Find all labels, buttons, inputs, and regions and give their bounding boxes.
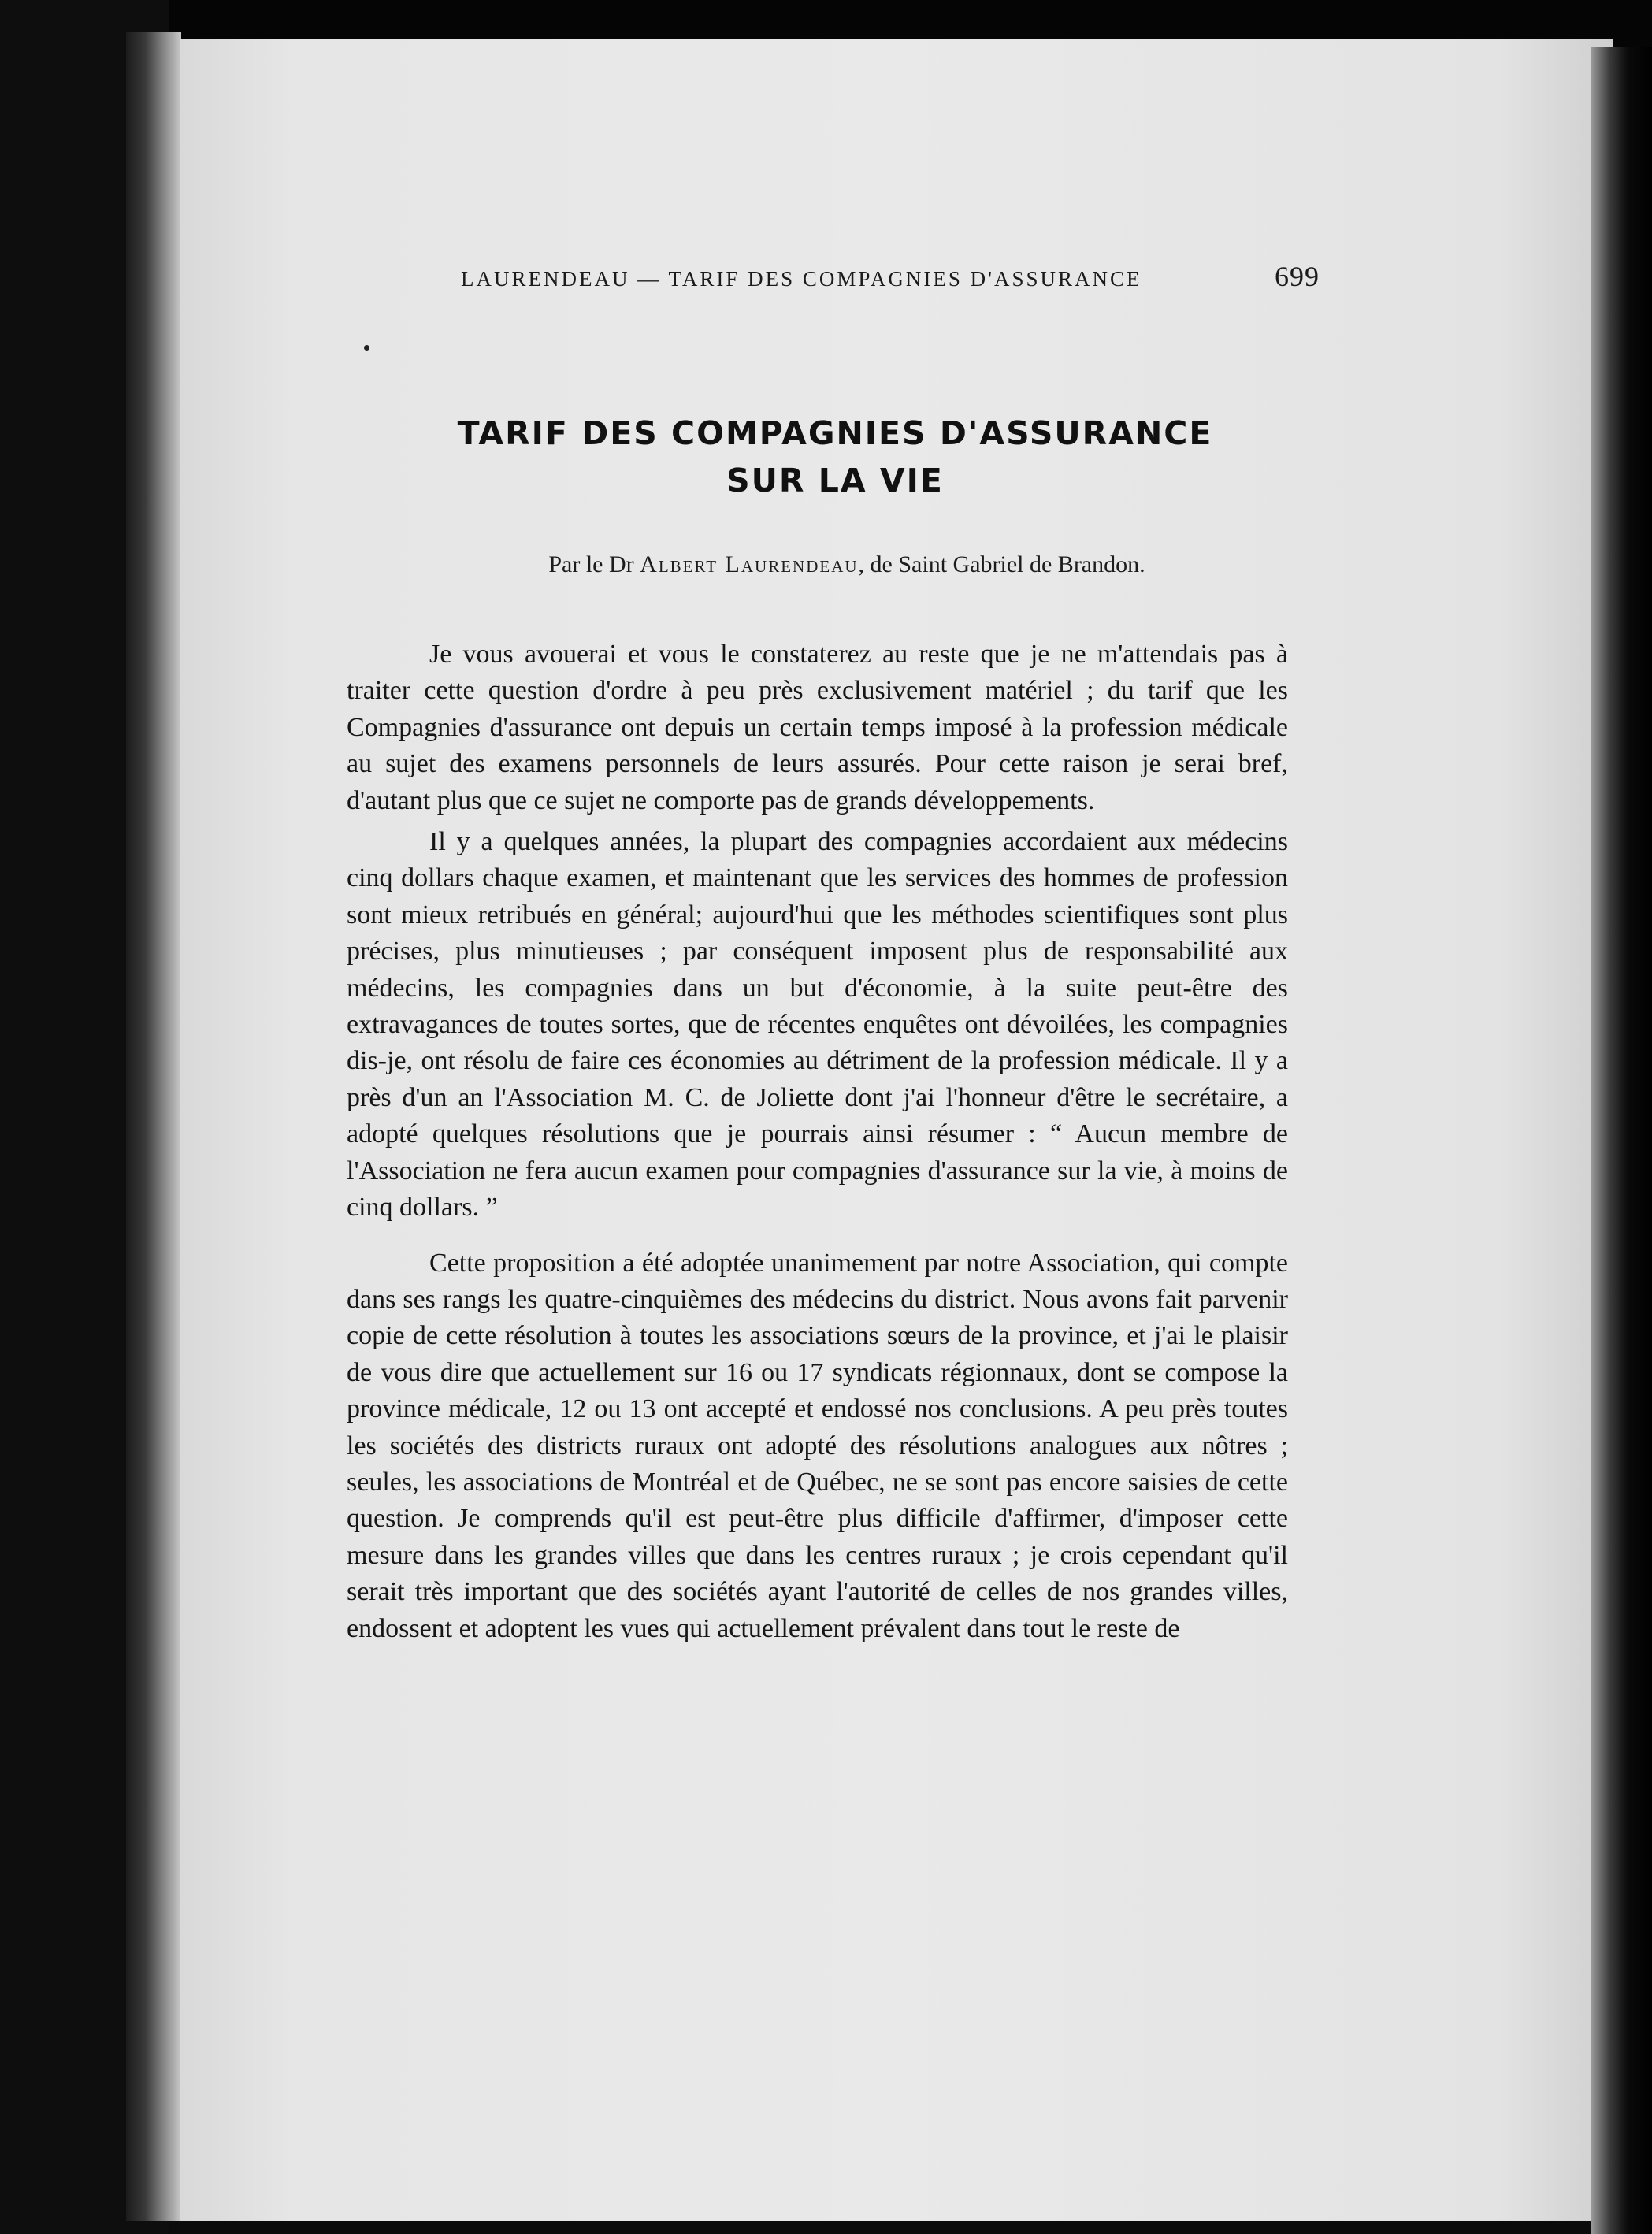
article-title <box>425 410 1245 504</box>
page-number: 699 <box>1275 261 1320 292</box>
running-head <box>461 260 1320 293</box>
article-title-line-2: SUR LA VIE <box>726 462 944 499</box>
byline <box>441 551 1253 578</box>
article-title-line-1: TARIF DES COMPAGNIES D'ASSURANCE <box>457 414 1213 452</box>
paragraph: Cette proposition a été adoptée unanimement par notre Association, qui compte dans ses rangs les quatre-cinquièmes des médecins du district. Nous avons fait parvenir copie de cette résolution à toutes les associations sœurs de la province, et j'ai le plaisir de vous dire que actuellement sur 16 ou 17 syndicats régionnaux, dont se compose la province médicale, 12 ou 13 ont accepté et endossé nos conclusions. A peu près toutes les sociétés des districts ruraux ont adopté des résolutions analogues aux nôtres ; seules, les associations de Montréal et de Québec, ne se sont pas encore saisies de cette question. Je comprends qu'il est peut-être plus difficile d'affirmer, d'imposer cette mesure dans les grandes villes que dans les centres ruraux ; je crois cependant qu'il serait très important que des sociétés ayant l'autorité de celles de nos grandes villes, endossent et adoptent les vues qui actuellement prévalent dans tout le reste de <box>347 1248 1288 1643</box>
print-speck <box>364 345 369 351</box>
byline-author: Albert Laurendeau <box>640 551 859 577</box>
running-head-text: LAURENDEAU — TARIF DES COMPAGNIES D'ASSURANCE <box>461 267 1142 291</box>
binding-edge <box>126 32 181 2221</box>
byline-suffix: , de Saint Gabriel de Brandon. <box>858 551 1145 577</box>
scan-border-right <box>1591 47 1652 2234</box>
byline-prefix: Par le Dr <box>548 551 634 577</box>
article-body <box>347 636 1288 1647</box>
paragraph: Il y a quelques années, la plupart des compagnies accordaient aux médecins cinq dollars chaque examen, et maintenant que les services des hommes de profession sont mieux retribués en général; aujourd'hui que les méthodes scientifiques sont plus précises, plus minutieuses ; par conséquent imposent plus de responsabilité aux médecins, les compagnies dans un but d'économie, à la suite peut-être des extravagances de toutes sortes, que de récentes enquêtes ont dévoilées, les compagnies dis-je, ont résolu de faire ces économies au détriment de la profession médicale. Il y a près d'un an l'Association M. C. de Joliette dont j'ai l'honneur d'être le secrétaire, a adopté quelques résolutions que je pourrais ainsi résumer : “ Aucun membre de l'Association ne fera aucun examen pour compagnies d'assurance sur la vie, à moins de cinq dollars. ” <box>347 827 1288 1223</box>
paragraph: Je vous avouerai et vous le constaterez au reste que je ne m'attendais pas à traiter cette question d'ordre à peu près exclusivement matériel ; du tarif que les Compagnies d'assurance ont depuis un certain temps imposé à la profession médicale au sujet des examens personnels de leurs assurés. Pour cette raison je serai bref, d'autant plus que ce sujet ne comporte pas de grands développements. <box>347 640 1288 815</box>
